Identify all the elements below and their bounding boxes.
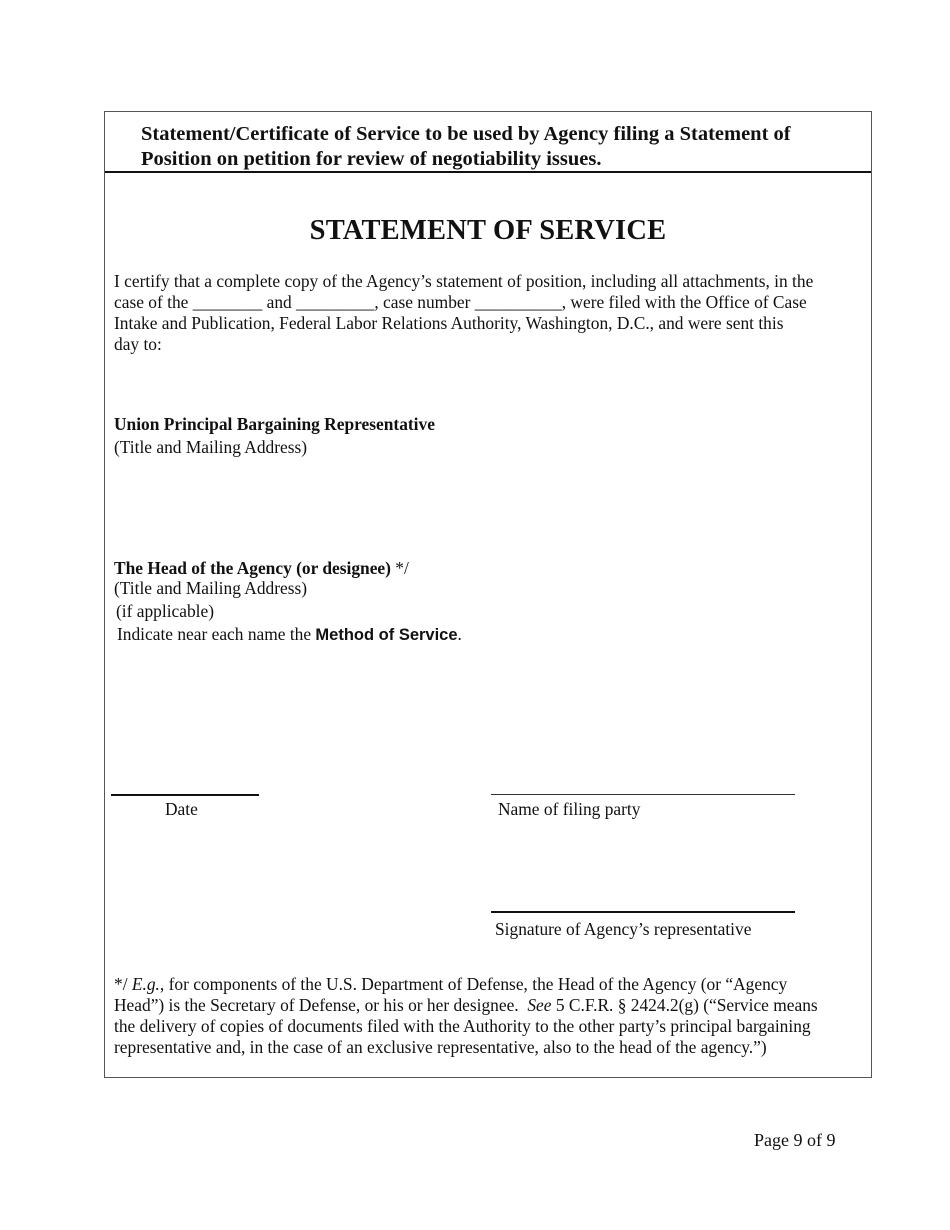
method-bold: Method of Service (315, 626, 458, 644)
date-signature-line (111, 794, 259, 796)
certify-paragraph (114, 271, 872, 355)
form-frame (104, 111, 872, 1078)
footnote-see: See (527, 995, 552, 1015)
representative-signature-line (491, 911, 795, 913)
header-line-2: Position on petition for review of negotiability issues. (141, 148, 602, 170)
footnote-line-2-start: Head”) is the Secretary of Defense, or his or her designee. (114, 995, 528, 1015)
certify-line-4: day to: (114, 334, 162, 354)
method-prefix: Indicate near each name the (117, 624, 316, 644)
certify-line-3: Intake and Publication, Federal Labor Relations Authority, Washington, D.C., and were sent this (114, 313, 784, 333)
signature-label: Signature of Agency’s representative (495, 919, 752, 939)
date-label: Date (165, 799, 198, 819)
footnote (114, 974, 874, 1058)
footnote-line-3: the delivery of copies of documents filed with the Authority to the other party’s principal bargaining (114, 1016, 811, 1036)
footnote-eg: E.g. (131, 974, 160, 994)
name-signature-line (491, 794, 795, 795)
footnote-line-1 (114, 974, 874, 995)
certify-line-1: I certify that a complete copy of the Agency’s statement of position, including all attachments, in the (114, 271, 814, 291)
footnote-line-4: representative and, in the case of an exclusive representative, also to the head of the agency.”) (114, 1037, 767, 1057)
agency-head-heading-text: The Head of the Agency (or designee) (114, 558, 391, 578)
agency-head-subtitle: (Title and Mailing Address) (114, 578, 308, 598)
method-suffix: . (457, 624, 462, 644)
footnote-line-2-rest: 5 C.F.R. § 2424.2(g) (“Service means (551, 995, 818, 1015)
page-number: Page 9 of 9 (754, 1130, 836, 1150)
union-heading: Union Principal Bargaining Representative (114, 414, 435, 434)
agency-head-heading (114, 558, 409, 579)
form-header (105, 112, 871, 173)
union-subtitle: (Title and Mailing Address) (114, 437, 308, 457)
name-of-filing-party-label: Name of filing party (498, 799, 641, 819)
footnote-line-1-rest: , for components of the U.S. Department of Defense, the Head of the Agency (or “Agency (159, 974, 788, 994)
footnote-marker-text: */ (114, 974, 132, 994)
certify-line-2: case of the ________ and _________, case number __________, were filed with the Office of Case (114, 292, 807, 312)
footnote-marker: */ (390, 558, 409, 578)
form-header-text (141, 122, 861, 172)
method-of-service-note (117, 624, 462, 646)
header-line-1: Statement/Certificate of Service to be used by Agency filing a Statement of (141, 123, 791, 145)
page-title: STATEMENT OF SERVICE (309, 215, 667, 246)
footnote-line-2 (114, 995, 874, 1016)
agency-head-applicable: (if applicable) (116, 601, 215, 621)
